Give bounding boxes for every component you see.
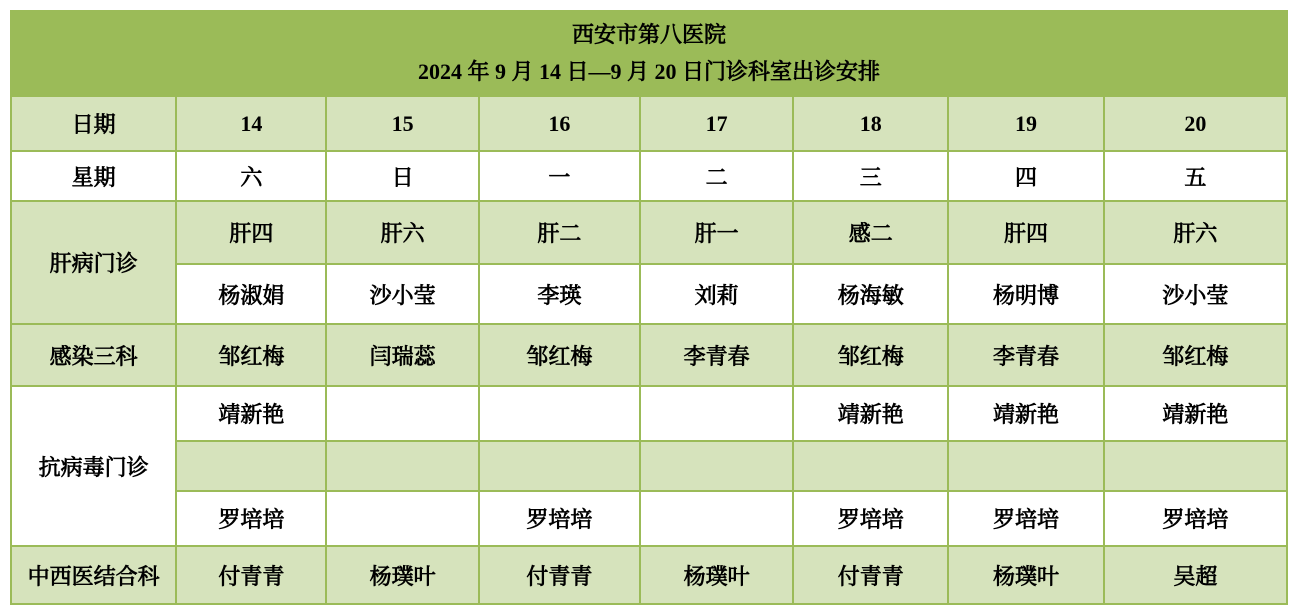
schedule-cell: 沙小莹 [326, 264, 478, 324]
weekday-cell: 五 [1104, 151, 1287, 201]
schedule-cell: 李青春 [948, 324, 1103, 386]
weekday-cell: 四 [948, 151, 1103, 201]
schedule-cell: 付青青 [176, 546, 326, 604]
schedule-cell: 邹红梅 [176, 324, 326, 386]
date-cell: 19 [948, 96, 1103, 151]
schedule-table [10, 10, 1288, 605]
weekday-cell: 六 [176, 151, 326, 201]
schedule-cell: 靖新艳 [176, 386, 326, 441]
schedule-cell: 邹红梅 [479, 324, 640, 386]
schedule-subtitle: 2024 年 9 月 14 日—9 月 20 日门诊科室出诊安排 [417, 58, 880, 84]
schedule-cell: 杨璞叶 [948, 546, 1103, 604]
schedule-cell [793, 441, 948, 491]
schedule-cell: 肝六 [1104, 201, 1287, 264]
schedule-cell: 杨海敏 [793, 264, 948, 324]
schedule-cell [326, 386, 478, 441]
schedule-cell [640, 386, 793, 441]
weekday-cell: 三 [793, 151, 948, 201]
row-label-date: 日期 [11, 96, 176, 151]
weekday-cell: 一 [479, 151, 640, 201]
row-label-weekday: 星期 [11, 151, 176, 201]
schedule-cell [1104, 441, 1287, 491]
schedule-cell [176, 441, 326, 491]
schedule-cell: 刘莉 [640, 264, 793, 324]
schedule-cell: 付青青 [479, 546, 640, 604]
schedule-cell: 罗培培 [948, 491, 1103, 546]
schedule-cell: 李瑛 [479, 264, 640, 324]
schedule-cell: 杨明博 [948, 264, 1103, 324]
schedule-cell: 邹红梅 [793, 324, 948, 386]
schedule-cell: 邹红梅 [1104, 324, 1287, 386]
schedule-cell: 李青春 [640, 324, 793, 386]
weekday-cell: 日 [326, 151, 478, 201]
dept-label-tcm-western-dept: 中西医结合科 [11, 546, 176, 604]
dept-label-liver-clinic: 肝病门诊 [11, 201, 176, 324]
schedule-cell [326, 441, 478, 491]
schedule-cell: 杨淑娟 [176, 264, 326, 324]
schedule-cell: 罗培培 [1104, 491, 1287, 546]
schedule-cell [948, 441, 1103, 491]
dept-label-antiviral-clinic: 抗病毒门诊 [11, 386, 176, 546]
dept-label-infection-dept3: 感染三科 [11, 324, 176, 386]
schedule-cell: 闫瑞蕊 [326, 324, 478, 386]
schedule-cell: 肝四 [176, 201, 326, 264]
schedule-cell: 付青青 [793, 546, 948, 604]
schedule-cell: 肝六 [326, 201, 478, 264]
schedule-cell [479, 386, 640, 441]
schedule-cell: 肝一 [640, 201, 793, 264]
schedule-cell [640, 491, 793, 546]
schedule-cell [479, 441, 640, 491]
schedule-cell [326, 491, 478, 546]
schedule-cell: 肝四 [948, 201, 1103, 264]
schedule-cell: 肝二 [479, 201, 640, 264]
date-cell: 18 [793, 96, 948, 151]
date-cell: 15 [326, 96, 478, 151]
schedule-cell: 靖新艳 [948, 386, 1103, 441]
schedule-cell: 杨璞叶 [326, 546, 478, 604]
schedule-cell: 靖新艳 [793, 386, 948, 441]
date-cell: 20 [1104, 96, 1287, 151]
date-cell: 17 [640, 96, 793, 151]
date-cell: 16 [479, 96, 640, 151]
hospital-name: 西安市第八医院 [571, 22, 726, 48]
schedule-cell: 罗培培 [176, 491, 326, 546]
schedule-cell: 罗培培 [793, 491, 948, 546]
schedule-cell: 感二 [793, 201, 948, 264]
weekday-cell: 二 [640, 151, 793, 201]
schedule-cell: 吴超 [1104, 546, 1287, 604]
schedule-cell: 罗培培 [479, 491, 640, 546]
schedule-cell [640, 441, 793, 491]
table-title [11, 11, 1287, 96]
date-cell: 14 [176, 96, 326, 151]
schedule-cell: 靖新艳 [1104, 386, 1287, 441]
schedule-cell: 杨璞叶 [640, 546, 793, 604]
schedule-cell: 沙小莹 [1104, 264, 1287, 324]
